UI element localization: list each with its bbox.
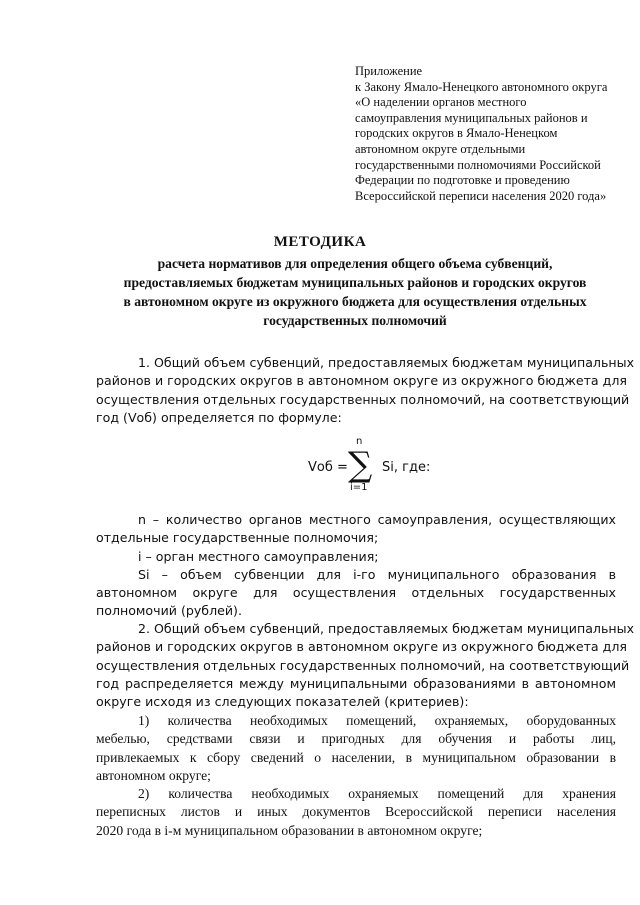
paragraph-line: осуществления отдельных государственных полномочий, на соответствующий	[96, 657, 630, 673]
criterion-line: автономном округе;	[96, 767, 211, 783]
appendix-line: городских округов в Ямало-Ненецком	[355, 126, 558, 141]
appendix-line: государственными полномочиями Российской	[355, 157, 601, 172]
paragraph-line: осуществления отдельных государственных полномочий, на соответствующий	[96, 391, 630, 407]
criterion-line: привлекаемых к сбору сведений о населении, в муниципальном образовании в	[96, 749, 616, 765]
document-title: МЕТОДИКА	[273, 234, 367, 250]
definition-line: n – количество органов местного самоуправления, осуществляющих	[138, 512, 616, 527]
sum-formula	[300, 436, 450, 496]
formula-lower-limit: i=1	[350, 482, 368, 493]
appendix-line: к Закону Ямало-Ненецкого автономного округа	[355, 79, 608, 94]
paragraph-line: 1. Общий объем субвенций, предоставляемых бюджетам муниципальных	[138, 355, 635, 370]
criterion-line: 1) количества необходимых помещений, охраняемых, оборудованных	[138, 713, 616, 728]
formula-upper-limit: n	[356, 436, 363, 447]
definition-line: автономном округе для осуществления отдельных государственных	[96, 585, 616, 601]
paragraph-line: районов и городских округов в автономном округе из окружного бюджета для	[96, 373, 627, 389]
paragraph-line: районов и городских округов в автономном округе из окружного бюджета для	[96, 639, 627, 655]
definition-line: полномочий (рублей).	[96, 603, 242, 619]
paragraph-line: округе исходя из следующих показателей (критериев):	[96, 694, 469, 710]
appendix-line: самоуправления муниципальных районов и	[355, 110, 588, 125]
criterion-1	[96, 712, 616, 785]
document-subtitle	[90, 254, 620, 330]
paragraph-1	[96, 354, 635, 427]
criterion-line: 2) количества необходимых охраняемых помещений для хранения	[138, 786, 616, 801]
definition-line: i – орган местного самоуправления;	[138, 548, 379, 564]
formula-rhs: Si, где:	[382, 460, 431, 475]
definition-line: отдельные государственные полномочия;	[96, 530, 379, 546]
appendix-line: Приложение	[355, 64, 423, 78]
subtitle-line: в автономном округе из окружного бюджета для осуществления отдельных	[123, 294, 587, 309]
definitions	[96, 511, 616, 621]
appendix-line: «О наделении органов местного	[355, 95, 527, 110]
paragraph-line: год (Vоб) определяется по формуле:	[96, 409, 342, 425]
criterion-line: 2020 года в i-м муниципальном образовании в автономном округе;	[96, 822, 483, 838]
subtitle-line: расчета нормативов для определения общего объема субвенций,	[157, 256, 553, 271]
subtitle-line: предоставляемых бюджетам муниципальных районов и городских округов	[123, 275, 587, 290]
criterion-line: переписных листов и иных документов Всероссийской переписи населения	[96, 804, 616, 820]
formula-lhs: Vоб =	[308, 460, 348, 475]
appendix-line: автономном округе отдельными	[355, 141, 526, 156]
subtitle-line: государственных полномочий	[263, 313, 447, 328]
sigma-symbol: ∑	[348, 445, 373, 485]
definition-line: Si – объем субвенции для i-го муниципального образования в	[138, 566, 616, 582]
appendix-line: Федерации по подготовке и проведению	[355, 173, 570, 188]
paragraph-line: год распределяется между муниципальными образованиями в автономном	[96, 675, 616, 691]
paragraph-2	[96, 620, 635, 711]
appendix-note	[355, 64, 627, 204]
criterion-line: мебелью, средствами связи и пригодных для обучения и работы лиц,	[96, 731, 616, 747]
criterion-2	[96, 785, 616, 840]
paragraph-line: 2. Общий объем субвенций, предоставляемых бюджетам муниципальных	[138, 621, 635, 636]
appendix-line: Всероссийской переписи населения 2020 года»	[355, 188, 607, 203]
